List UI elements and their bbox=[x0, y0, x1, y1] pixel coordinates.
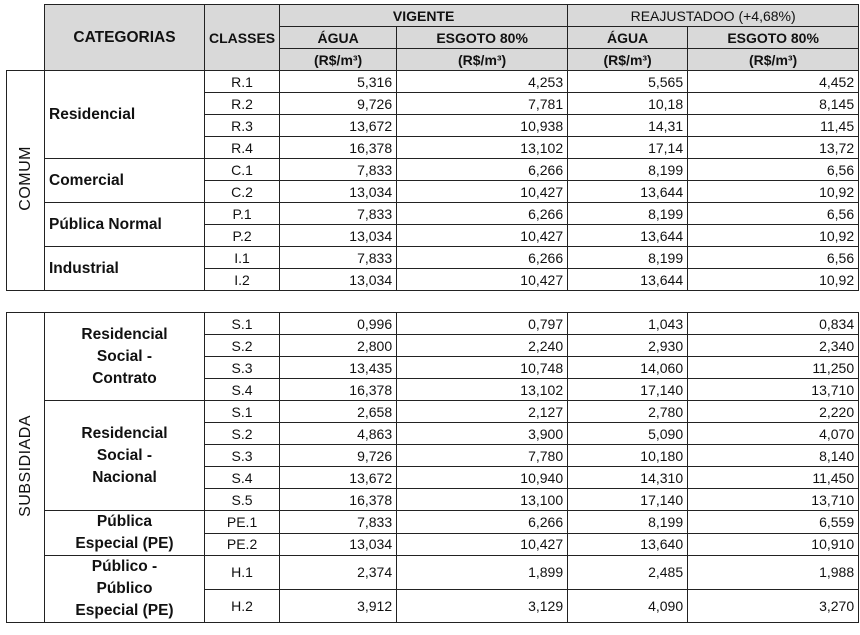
vigente-agua-value: 7,833 bbox=[280, 159, 397, 181]
vigente-esgoto-value: 10,427 bbox=[397, 533, 568, 556]
vigente-esgoto-value: 6,266 bbox=[397, 159, 568, 181]
reajustado-agua-value: 17,140 bbox=[568, 489, 688, 511]
header-reajustado: REAJUSTADOO (+4,68%) bbox=[568, 5, 859, 27]
reajustado-esgoto-value: 3,270 bbox=[688, 589, 859, 623]
header-unit: (R$/m³) bbox=[688, 49, 859, 71]
reajustado-esgoto-value: 4,452 bbox=[688, 71, 859, 93]
class-code: R.1 bbox=[205, 71, 280, 93]
vigente-esgoto-value: 4,253 bbox=[397, 71, 568, 93]
category-name-line: Especial (PE) bbox=[75, 535, 174, 552]
class-code: H.1 bbox=[205, 556, 280, 590]
category-name: Comercial bbox=[45, 159, 205, 203]
vigente-esgoto-value: 13,100 bbox=[397, 489, 568, 511]
vigente-agua-value: 2,658 bbox=[280, 401, 397, 423]
header-reajustado-agua: ÁGUA bbox=[568, 27, 688, 49]
category-name bbox=[45, 313, 205, 401]
vigente-esgoto-value: 2,127 bbox=[397, 401, 568, 423]
reajustado-agua-value: 5,090 bbox=[568, 423, 688, 445]
reajustado-esgoto-value: 8,140 bbox=[688, 445, 859, 467]
reajustado-agua-value: 5,565 bbox=[568, 71, 688, 93]
header-vigente-agua: ÁGUA bbox=[280, 27, 397, 49]
class-code: C.1 bbox=[205, 159, 280, 181]
vigente-agua-value: 16,378 bbox=[280, 137, 397, 159]
category-name-line: Nacional bbox=[92, 468, 157, 486]
table-row bbox=[7, 203, 859, 225]
reajustado-esgoto-value: 10,92 bbox=[688, 225, 859, 247]
vigente-agua-value: 13,034 bbox=[280, 225, 397, 247]
reajustado-agua-value: 13,644 bbox=[568, 181, 688, 203]
reajustado-esgoto-value: 13,710 bbox=[688, 489, 859, 511]
comum-label-cell bbox=[7, 71, 45, 291]
category-name bbox=[45, 511, 205, 556]
section-gap bbox=[7, 291, 859, 313]
vigente-agua-value: 2,800 bbox=[280, 335, 397, 357]
vigente-agua-value: 13,034 bbox=[280, 533, 397, 556]
reajustado-esgoto-value: 4,070 bbox=[688, 423, 859, 445]
corner-blank bbox=[7, 5, 45, 71]
vigente-esgoto-value: 13,102 bbox=[397, 137, 568, 159]
class-code: PE.2 bbox=[205, 533, 280, 556]
class-code: I.2 bbox=[205, 269, 280, 291]
vigente-esgoto-value: 10,748 bbox=[397, 357, 568, 379]
vigente-esgoto-value: 10,427 bbox=[397, 181, 568, 203]
vigente-agua-value: 13,672 bbox=[280, 467, 397, 489]
reajustado-esgoto-value: 0,834 bbox=[688, 313, 859, 335]
reajustado-agua-value: 8,199 bbox=[568, 203, 688, 225]
class-code: P.2 bbox=[205, 225, 280, 247]
class-code: H.2 bbox=[205, 589, 280, 623]
vigente-esgoto-value: 10,427 bbox=[397, 269, 568, 291]
category-name-line: Público - bbox=[91, 558, 158, 575]
class-code: S.5 bbox=[205, 489, 280, 511]
vigente-agua-value: 9,726 bbox=[280, 445, 397, 467]
class-code: S.3 bbox=[205, 357, 280, 379]
vigente-agua-value: 13,034 bbox=[280, 269, 397, 291]
reajustado-esgoto-value: 13,710 bbox=[688, 379, 859, 401]
class-code: R.3 bbox=[205, 115, 280, 137]
vigente-esgoto-value: 3,900 bbox=[397, 423, 568, 445]
reajustado-agua-value: 8,199 bbox=[568, 247, 688, 269]
vigente-agua-value: 7,833 bbox=[280, 247, 397, 269]
reajustado-esgoto-value: 10,910 bbox=[688, 533, 859, 556]
reajustado-agua-value: 2,780 bbox=[568, 401, 688, 423]
class-code: R.2 bbox=[205, 93, 280, 115]
class-code: I.1 bbox=[205, 247, 280, 269]
tariff-sheet bbox=[6, 4, 859, 623]
header-classes: CLASSES bbox=[205, 5, 280, 71]
vigente-agua-value: 13,034 bbox=[280, 181, 397, 203]
reajustado-esgoto-value: 11,45 bbox=[688, 115, 859, 137]
class-code: S.1 bbox=[205, 313, 280, 335]
class-code: S.3 bbox=[205, 445, 280, 467]
reajustado-agua-value: 14,060 bbox=[568, 357, 688, 379]
vigente-agua-value: 16,378 bbox=[280, 379, 397, 401]
vigente-agua-value: 0,996 bbox=[280, 313, 397, 335]
category-name: Residencial bbox=[45, 71, 205, 159]
reajustado-esgoto-value: 10,92 bbox=[688, 269, 859, 291]
class-code: S.4 bbox=[205, 467, 280, 489]
vigente-esgoto-value: 13,102 bbox=[397, 379, 568, 401]
class-code: R.4 bbox=[205, 137, 280, 159]
table-row bbox=[7, 313, 859, 335]
header-vigente: VIGENTE bbox=[280, 5, 568, 27]
vigente-esgoto-value: 1,899 bbox=[397, 556, 568, 590]
comum-section bbox=[7, 71, 859, 291]
vigente-agua-value: 4,863 bbox=[280, 423, 397, 445]
header-unit: (R$/m³) bbox=[280, 49, 397, 71]
vigente-agua-value: 13,435 bbox=[280, 357, 397, 379]
vigente-agua-value: 7,833 bbox=[280, 511, 397, 534]
vigente-agua-value: 16,378 bbox=[280, 489, 397, 511]
vigente-agua-value: 7,833 bbox=[280, 203, 397, 225]
category-name bbox=[45, 556, 205, 623]
reajustado-esgoto-value: 10,92 bbox=[688, 181, 859, 203]
reajustado-esgoto-value: 6,559 bbox=[688, 511, 859, 534]
reajustado-esgoto-value: 6,56 bbox=[688, 159, 859, 181]
header-unit: (R$/m³) bbox=[568, 49, 688, 71]
reajustado-agua-value: 4,090 bbox=[568, 589, 688, 623]
vigente-esgoto-value: 10,427 bbox=[397, 225, 568, 247]
vigente-agua-value: 9,726 bbox=[280, 93, 397, 115]
subsidiada-section bbox=[7, 313, 859, 623]
class-code: P.1 bbox=[205, 203, 280, 225]
table-row bbox=[7, 247, 859, 269]
tariff-table bbox=[6, 4, 859, 623]
category-name-line: Social - bbox=[96, 446, 153, 464]
reajustado-agua-value: 17,140 bbox=[568, 379, 688, 401]
table-row bbox=[7, 159, 859, 181]
header-reajustado-esgoto: ESGOTO 80% bbox=[688, 27, 859, 49]
reajustado-esgoto-value: 6,56 bbox=[688, 247, 859, 269]
vigente-esgoto-value: 6,266 bbox=[397, 203, 568, 225]
category-name-line: Pública bbox=[96, 513, 153, 530]
reajustado-agua-value: 10,18 bbox=[568, 93, 688, 115]
vigente-esgoto-value: 10,938 bbox=[397, 115, 568, 137]
reajustado-agua-value: 8,199 bbox=[568, 159, 688, 181]
vigente-esgoto-value: 3,129 bbox=[397, 589, 568, 623]
reajustado-esgoto-value: 2,340 bbox=[688, 335, 859, 357]
category-name-line: Residencial bbox=[81, 325, 168, 343]
reajustado-esgoto-value: 8,145 bbox=[688, 93, 859, 115]
comum-label: COMUM bbox=[16, 146, 34, 211]
table-row bbox=[7, 556, 859, 590]
vigente-esgoto-value: 0,797 bbox=[397, 313, 568, 335]
reajustado-agua-value: 13,640 bbox=[568, 533, 688, 556]
class-code: S.2 bbox=[205, 423, 280, 445]
class-code: S.1 bbox=[205, 401, 280, 423]
vigente-esgoto-value: 6,266 bbox=[397, 511, 568, 534]
class-code: S.4 bbox=[205, 379, 280, 401]
vigente-agua-value: 5,316 bbox=[280, 71, 397, 93]
reajustado-agua-value: 14,310 bbox=[568, 467, 688, 489]
category-name-line: Especial (PE) bbox=[75, 602, 174, 619]
reajustado-esgoto-value: 13,72 bbox=[688, 137, 859, 159]
vigente-agua-value: 13,672 bbox=[280, 115, 397, 137]
class-code: C.2 bbox=[205, 181, 280, 203]
category-name-line: Público bbox=[96, 580, 153, 597]
category-name bbox=[45, 401, 205, 511]
vigente-agua-value: 3,912 bbox=[280, 589, 397, 623]
vigente-esgoto-value: 10,940 bbox=[397, 467, 568, 489]
class-code: S.2 bbox=[205, 335, 280, 357]
table-row bbox=[7, 401, 859, 423]
vigente-agua-value: 2,374 bbox=[280, 556, 397, 590]
vigente-esgoto-value: 6,266 bbox=[397, 247, 568, 269]
header-vigente-esgoto: ESGOTO 80% bbox=[397, 27, 568, 49]
reajustado-esgoto-value: 6,56 bbox=[688, 203, 859, 225]
reajustado-agua-value: 13,644 bbox=[568, 225, 688, 247]
category-name-line: Residencial bbox=[81, 424, 168, 442]
vigente-esgoto-value: 2,240 bbox=[397, 335, 568, 357]
reajustado-agua-value: 2,930 bbox=[568, 335, 688, 357]
header-categorias: CATEGORIAS bbox=[45, 5, 205, 71]
subsidiada-label-cell bbox=[7, 313, 45, 623]
table-row bbox=[7, 511, 859, 534]
reajustado-agua-value: 13,644 bbox=[568, 269, 688, 291]
reajustado-agua-value: 1,043 bbox=[568, 313, 688, 335]
vigente-esgoto-value: 7,781 bbox=[397, 93, 568, 115]
reajustado-esgoto-value: 11,250 bbox=[688, 357, 859, 379]
category-name-line: Social - bbox=[96, 347, 153, 365]
category-name: Pública Normal bbox=[45, 203, 205, 247]
reajustado-agua-value: 14,31 bbox=[568, 115, 688, 137]
reajustado-esgoto-value: 1,988 bbox=[688, 556, 859, 590]
subsidiada-label: SUBSIDIADA bbox=[16, 414, 34, 517]
class-code: PE.1 bbox=[205, 511, 280, 534]
category-name: Industrial bbox=[45, 247, 205, 291]
reajustado-esgoto-value: 11,450 bbox=[688, 467, 859, 489]
reajustado-agua-value: 17,14 bbox=[568, 137, 688, 159]
header-unit: (R$/m³) bbox=[397, 49, 568, 71]
reajustado-agua-value: 2,485 bbox=[568, 556, 688, 590]
category-name-line: Contrato bbox=[92, 369, 157, 387]
reajustado-agua-value: 8,199 bbox=[568, 511, 688, 534]
table-row bbox=[7, 71, 859, 93]
table-header bbox=[7, 5, 859, 71]
reajustado-agua-value: 10,180 bbox=[568, 445, 688, 467]
reajustado-esgoto-value: 2,220 bbox=[688, 401, 859, 423]
vigente-esgoto-value: 7,780 bbox=[397, 445, 568, 467]
